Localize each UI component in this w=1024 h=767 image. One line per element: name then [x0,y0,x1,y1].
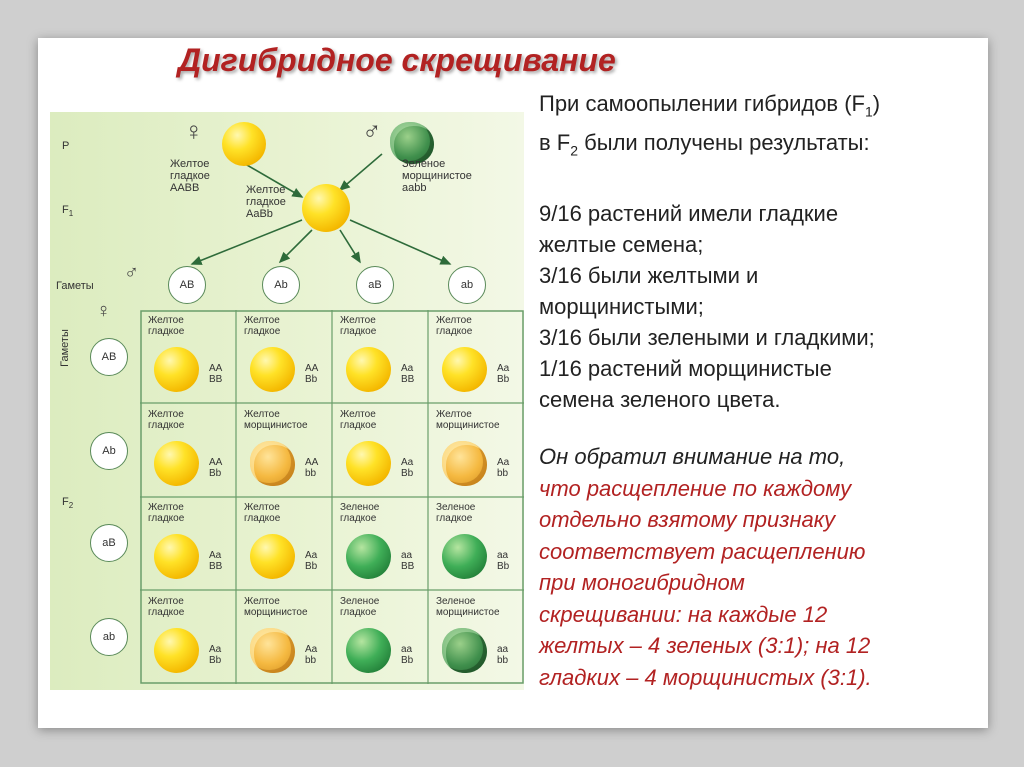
cell-phenotype: Желтое морщинистое [244,595,308,618]
punnett-cell [434,313,520,400]
cell-genotype: Aa Bb [305,550,318,572]
note-line: желтых – 4 зеленых (3:1); на 12 [539,633,871,658]
cell-genotype: Aa bb [305,643,318,666]
male-gamete-ab-lower: ab [448,266,486,304]
parent-male-phenotype: Зеленое морщинистое [402,158,472,182]
cell-genotype: Aa Bb [209,643,222,666]
note-line: отдельно взятому признаку [539,507,836,532]
results-text [539,88,979,415]
cell-phenotype: Желтое гладкое [148,315,185,337]
cell-phenotype: Зеленое гладкое [340,502,380,524]
yellow-wrinkled-seed-icon [250,628,295,673]
female-symbol: ♀ [184,116,204,146]
male-gamete-ab-upper: AB [168,266,206,304]
cell-phenotype: Желтое гладкое [148,502,185,524]
cell-phenotype: Желтое гладкое [436,315,473,337]
yellow-smooth-seed-icon [442,347,487,392]
yellow-smooth-seed-icon [154,628,199,673]
punnett-cell [434,407,520,494]
punnett-cell [146,407,232,494]
row-label-p: P [62,140,70,152]
green-smooth-seed-icon [346,534,391,579]
green-wrinkled-seed-icon [442,628,487,673]
male-symbol: ♂ [362,116,382,146]
parent-female-phenotype: Желтое гладкое [170,158,210,182]
cell-phenotype: Зеленое гладкое [436,502,476,524]
female-gamete-a-b-lower: Ab [90,432,128,470]
punnett-square [140,310,524,684]
green-smooth-seed-icon [346,628,391,673]
female-gamete-ab-lower: ab [90,618,128,656]
punnett-cell [434,500,520,587]
result-line: семена зеленого цвета. [539,386,781,412]
female-gamete-lower-a-b: aB [90,524,128,562]
punnett-cell [338,500,424,587]
cell-phenotype: Желтое гладкое [340,408,377,431]
male-gamete-a-b-lower: Ab [262,266,300,304]
note-line: соответствует расщеплению [539,538,866,564]
conclusion-note [539,441,979,693]
cell-phenotype: Желтое морщинистое [244,408,308,431]
cell-genotype: AA bb [305,456,319,479]
cell-genotype: Aa BB [209,550,223,572]
f1-hybrid-genotype: AaBb [246,208,273,220]
yellow-wrinkled-seed-icon [442,441,487,486]
yellow-smooth-seed-icon [154,534,199,579]
cell-genotype: aa Bb [497,550,510,572]
cell-phenotype: Желтое гладкое [148,595,185,618]
yellow-smooth-seed-icon [154,347,199,392]
punnett-cell [146,313,232,400]
cell-phenotype: Желтое гладкое [244,315,281,337]
parent-female-genotype: AABB [170,182,200,194]
cell-genotype: aa Bb [401,643,414,666]
cell-phenotype: Желтое гладкое [340,315,377,337]
green-smooth-seed-icon [442,534,487,579]
cell-genotype: Aa BB [401,363,415,385]
f1-hybrid-phenotype: Желтое гладкое [246,184,286,208]
note-line: что расщепление по каждому [539,475,852,501]
yellow-smooth-seed-icon [346,441,391,486]
cell-genotype: aa BB [401,550,415,572]
cell-genotype: AA Bb [209,456,223,479]
dihybrid-diagram [50,112,524,690]
result-line: желтые семена; [539,231,704,257]
punnett-cell [242,500,328,587]
yellow-wrinkled-seed-icon [250,441,295,486]
punnett-cell [242,313,328,400]
female-gametes-symbol: ♀ [96,300,111,322]
slide-title: Дигибридное скрещивание [178,42,616,78]
cell-phenotype: Зеленое гладкое [340,595,380,618]
cell-phenotype: Зеленое морщинистое [436,595,500,618]
note-line: при моногибридном [539,570,745,595]
f1-hybrid-seed [302,184,350,232]
result-line: морщинистыми; [539,293,704,319]
cell-genotype: Aa Bb [497,363,510,385]
cell-genotype: Aa bb [497,456,510,479]
parent-male-genotype: aabb [402,182,427,194]
note-line: гладких – 4 морщинистых (3:1). [539,664,872,690]
parent-female-seed [222,122,266,166]
cell-genotype: aa bb [497,643,509,666]
row-label-f1: $F_1$ [62,204,74,219]
yellow-smooth-seed-icon [346,347,391,392]
result-line: 9/16 растений имели гладкие [539,200,839,226]
cell-genotype: AA Bb [305,363,319,385]
result-line: 1/16 растений морщинистые [539,355,832,381]
punnett-cell [338,313,424,400]
result-line: 3/16 были желтыми и [539,262,759,288]
punnett-cell [146,500,232,587]
yellow-smooth-seed-icon [154,441,199,486]
row-label-f2: $F_2$ [62,496,74,511]
yellow-smooth-seed-icon [250,347,295,392]
intro-line-2: в $F_2$ были получены результаты: [539,130,870,159]
result-line: 3/16 были зелеными и гладкими; [539,324,875,350]
punnett-cell [338,594,424,681]
punnett-cell [242,407,328,494]
cell-phenotype: Желтое морщинистое [436,408,500,431]
yellow-smooth-seed-icon [250,534,295,579]
punnett-cell [146,594,232,681]
cell-genotype: Aa Bb [401,456,414,479]
note-line-first: Он обратил внимание на то, [539,444,846,469]
cell-genotype: AA BB [209,363,223,385]
intro-line-1: При самоопылении гибридов $(F_1)$ [539,91,881,120]
note-line: скрещивании: на каждые 12 [539,601,828,627]
row-label-gametes-vertical: Гаметы [58,329,71,367]
punnett-cell [338,407,424,494]
punnett-cell [434,594,520,681]
punnett-cell [242,594,328,681]
female-gamete-ab-upper: AB [90,338,128,376]
cell-phenotype: Желтое гладкое [148,408,185,431]
row-label-gametes: Гаметы [56,280,94,292]
cell-phenotype: Желтое гладкое [244,502,281,524]
male-gametes-symbol: ♂ [124,262,139,284]
male-gamete-lower-a-b: aB [356,266,394,304]
